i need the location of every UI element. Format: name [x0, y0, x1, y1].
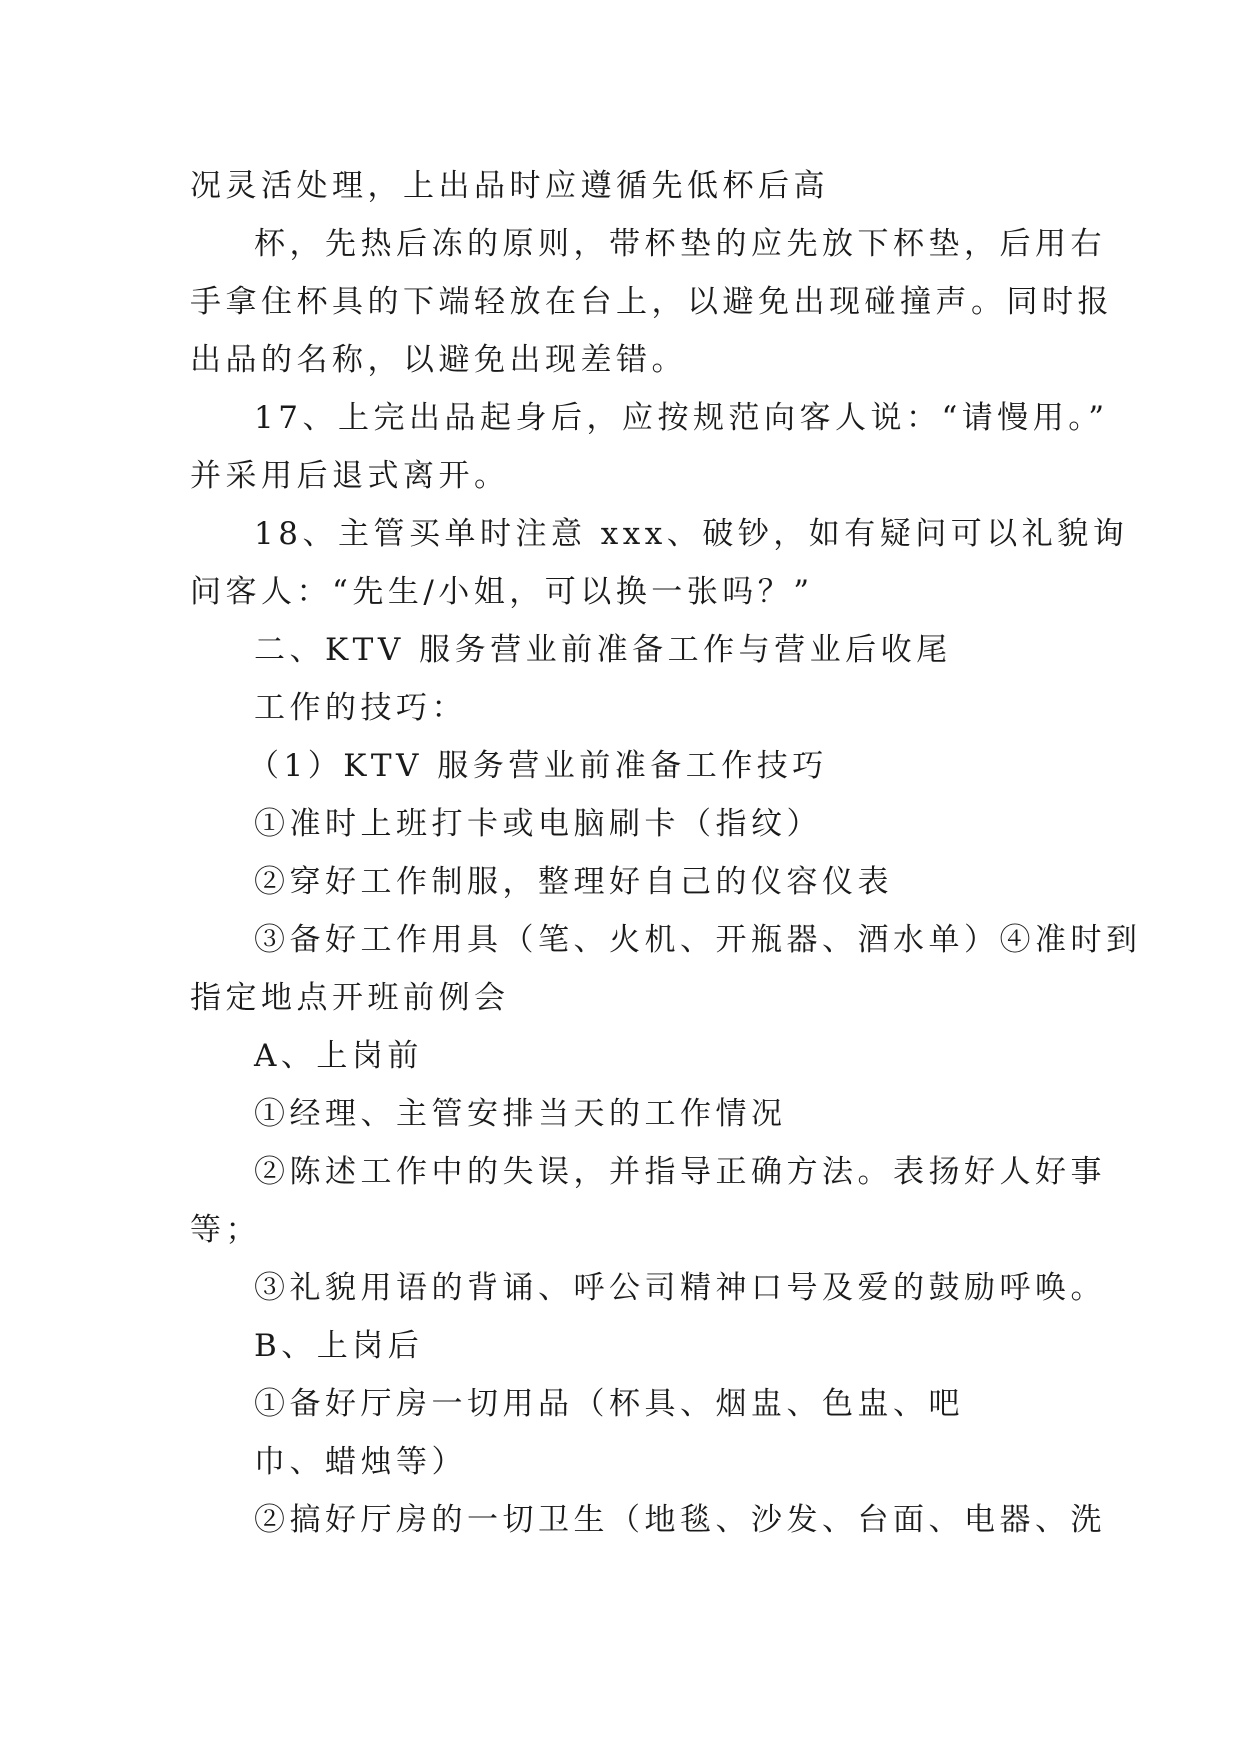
list-item: ③备好工作用具（笔、火机、开瓶器、酒水单）④准时到	[254, 922, 1142, 958]
list-item: ①备好厅房一切用品（杯具、烟盅、色盅、吧	[254, 1386, 964, 1422]
subsection-heading: B、上岗后	[254, 1328, 424, 1364]
text-line: 17、上完出品起身后，应按规范向客人说：“请慢用。”	[254, 400, 1109, 436]
text-line: 况灵活处理，上出品时应遵循先低杯后高	[190, 168, 829, 204]
list-item: ①准时上班打卡或电脑刷卡（指纹）	[254, 806, 822, 842]
text-line: 杯，先热后冻的原则，带杯垫的应先放下杯垫，后用右	[254, 226, 1106, 262]
list-item: ②陈述工作中的失误，并指导正确方法。表扬好人好事	[254, 1154, 1106, 1190]
text-line: 等；	[190, 1212, 261, 1248]
text-line: 指定地点开班前例会	[190, 980, 510, 1016]
text-line: 问客人：“先生/小姐，可以换一张吗？”	[190, 574, 814, 610]
text-line: 18、主管买单时注意 xxx、破钞，如有疑问可以礼貌询	[254, 516, 1129, 552]
text-line: 手拿住杯具的下端轻放在台上，以避免出现碰撞声。同时报	[190, 284, 1113, 320]
text-line: 并采用后退式离开。	[190, 458, 510, 494]
list-item: ②搞好厅房的一切卫生（地毯、沙发、台面、电器、洗	[254, 1502, 1106, 1538]
text-line: 出品的名称，以避免出现差错。	[190, 342, 687, 378]
text-line: 巾、蜡烛等）	[254, 1444, 467, 1480]
section-heading: 工作的技巧：	[254, 690, 467, 726]
subsection-heading: （1）KTV 服务营业前准备工作技巧	[248, 748, 828, 784]
list-item: ②穿好工作制服，整理好自己的仪容仪表	[254, 864, 893, 900]
section-heading: 二、KTV 服务营业前准备工作与营业后收尾	[254, 632, 952, 668]
subsection-heading: A、上岗前	[254, 1038, 423, 1074]
list-item: ③礼貌用语的背诵、呼公司精神口号及爱的鼓励呼唤。	[254, 1270, 1106, 1306]
list-item: ①经理、主管安排当天的工作情况	[254, 1096, 787, 1132]
